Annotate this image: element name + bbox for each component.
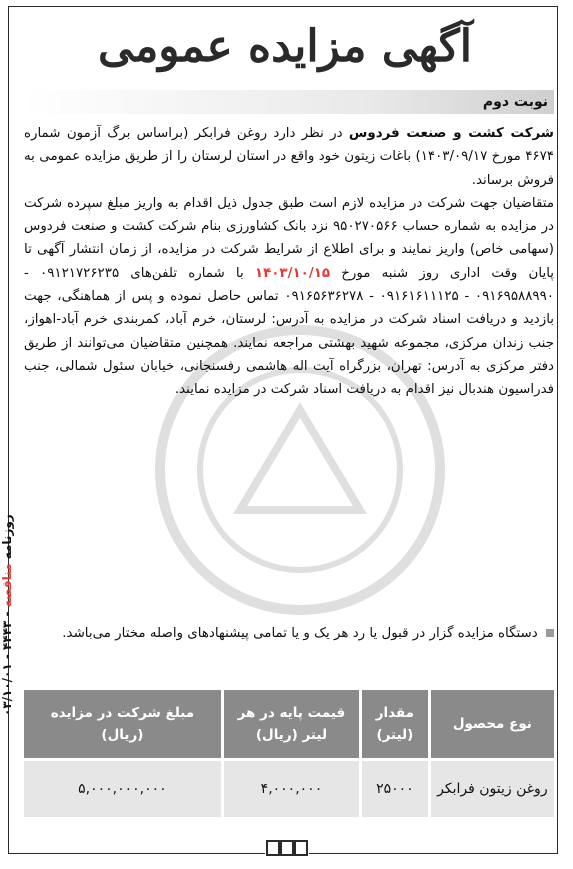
header-deposit: مبلغ شرکت در مزایده (ریال) xyxy=(24,690,221,758)
company-name: شرکت کشت و صنعت فردوس xyxy=(348,126,554,141)
side-prefix: روزنامه xyxy=(0,514,14,560)
cell-quantity: ۲۵۰۰۰ xyxy=(362,761,428,817)
instructions-text-2: با شماره تلفن‌های ۰۹۱۲۱۷۲۶۲۳۵ - ۰۹۱۶۹۵۸۸۹۹۰ - ۰۹۱۶۱۶۱۱۱۲۵ - ۰۹۱۶۵۶۳۶۲۷۸ تماس حاصل نموده و پس از هماهنگی، جهت بازدید و دریافت اسناد شرکت در مزایده به آدرس: لرستان، خرم آباد، کمربندی خرم آباد-اهواز، جنب زندان مرکزی، مجموعه شهید بهشتی مراجعه نمایند. همچنین متقاضیان می‌توانند از طریق دفتر مرکزی به آدرس: تهران، بزرگراه آیت اله هاشمی رفسنجانی، خیابان سئول شمالی، جنب فدراسیون هندبال نیز اقدام به دریافت اسناد شرکت در مزایده نمایند. xyxy=(24,265,554,398)
notice-body xyxy=(24,122,554,402)
side-issue: - ۴۴۴۳ - ۰۳/۱۰/۰۱ xyxy=(0,611,14,716)
table-row xyxy=(24,761,554,817)
footer-ornament-icon xyxy=(265,838,309,858)
instructions-text-1: متقاضیان جهت شرکت در مزایده لازم است طبق جدول ذیل اقدام به واریز مبلغ سپرده شرکت در مزایده به شماره حساب ۹۵۰۲۷۰۵۶۶ نزد بانک کشاورزی بنام شرکت کشت و صنعت فردوس (سهامی خاص) واریز نمایند و برای اطلاع از شرایط شرکت در مزایده، از زمان انتشار آگهی تا پایان وقت اداری روز شنبه مورخ xyxy=(24,195,555,281)
paragraph-intro xyxy=(24,122,554,192)
paragraph-instructions xyxy=(24,192,554,402)
disclaimer-text: دستگاه مزایده گزار در قبول یا رد هر یک و یا تمامی پیشنهادهای واصله مختار می‌باشد. xyxy=(62,626,538,641)
bullet-square-icon xyxy=(546,629,554,637)
cell-base-price: ۴,۰۰۰,۰۰۰ xyxy=(224,761,359,817)
disclaimer xyxy=(24,622,554,645)
cell-deposit: ۵,۰۰۰,۰۰۰,۰۰۰ xyxy=(24,761,221,817)
section-label: نوبت دوم xyxy=(482,94,548,110)
side-brand: مناقصه xyxy=(0,563,14,608)
deadline-date: ۱۴۰۳/۱۰/۱۵ xyxy=(254,265,331,281)
intro-text: در نظر دارد روغن فرابکر (براساس برگ آزمون شماره ۴۶۷۴ مورخ ۱۴۰۳/۰۹/۱۷) باغات زیتون خود واقع در استان لرستان را از طریق مزایده عمومی به فروش برساند. xyxy=(24,126,554,188)
header-base-price: قیمت پایه در هر لیتر (ریال) xyxy=(224,690,359,758)
notice-title: آگهی مزایده عمومی xyxy=(98,21,472,72)
section-bar xyxy=(24,90,554,114)
table-header-row xyxy=(24,690,554,758)
header-quantity: مقدار (لیتر) xyxy=(362,690,428,758)
newspaper-side-label xyxy=(0,475,16,755)
header-product: نوع محصول xyxy=(431,690,554,758)
auction-table xyxy=(24,690,554,820)
cell-product: روغن زیتون فرابکر xyxy=(431,761,554,817)
